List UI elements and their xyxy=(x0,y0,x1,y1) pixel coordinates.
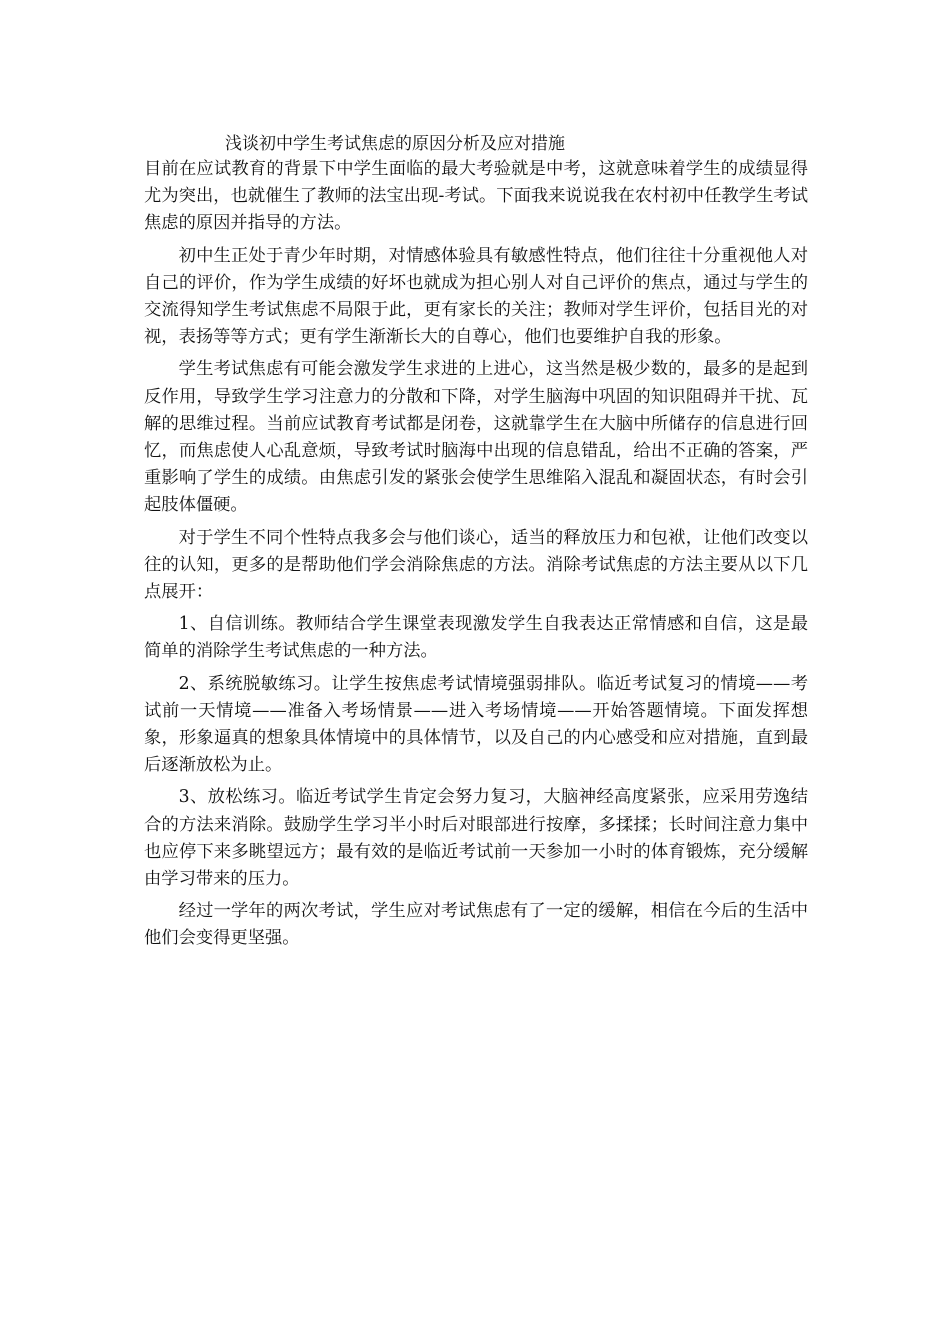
document-body xyxy=(144,126,808,958)
paragraph-method-2: 2、系统脱敏练习。让学生按焦虑考试情境强弱排队。临近考试复习的情境——考试前一天情境——准备入考场情景——进入考场情境——开始答题情境。下面发挥想象，形象逼真的想象具体情境中的具体情节，以及自己的内心感受和应对措施，直到最后逐渐放松为止。 xyxy=(144,673,808,776)
paragraph-methods-intro: 对于学生不同个性特点我多会与他们谈心，适当的释放压力和包袱，让他们改变以往的认知，更多的是帮助他们学会消除焦虑的方法。消除考试焦虑的方法主要从以下几点展开： xyxy=(144,527,808,603)
paragraph-causes: 初中生正处于青少年时期，对情感体验具有敏感性特点，他们往往十分重视他人对自己的评价，作为学生成绩的好坏也就成为担心别人对自己评价的焦点，通过与学生的交流得知学生考试焦虑不局限于此，更有家长的关注；教师对学生评价，包括目光的对视，表扬等等方式；更有学生渐渐长大的自尊心，他们也要维护自我的形象。 xyxy=(144,245,808,348)
paragraph-effects: 学生考试焦虑有可能会激发学生求进的上进心，这当然是极少数的，最多的是起到反作用，导致学生学习注意力的分散和下降，对学生脑海中巩固的知识阻碍并干扰、瓦解的思维过程。当前应试教育考试都是闭卷，这就靠学生在大脑中所储存的信息进行回忆，而焦虑使人心乱意烦，导致考试时脑海中出现的信息错乱，给出不正确的答案，严重影响了学生的成绩。由焦虑引发的紧张会使学生思维陷入混乱和凝固状态，有时会引起肢体僵硬。 xyxy=(144,359,808,516)
paragraph-intro: 目前在应试教育的背景下中学生面临的最大考验就是中考，这就意味着学生的成绩显得尤为突出，也就催生了教师的法宝出现-考试。下面我来说说我在农村初中任教学生考试焦虑的原因并指导的方法。 xyxy=(144,159,808,234)
paragraph-method-1: 1、自信训练。教师结合学生课堂表现激发学生自我表达正常情感和自信，这是最简单的消除学生考试焦虑的一种方法。 xyxy=(144,614,808,662)
paragraph-method-3: 3、放松练习。临近考试学生肯定会努力复习，大脑神经高度紧张，应采用劳逸结合的方法来消除。鼓励学生学习半小时后对眼部进行按摩，多揉揉；长时间注意力集中也应停下来多眺望远方；最有效的是临近考试前一天参加一小时的体育锻炼，充分缓解由学习带来的压力。 xyxy=(144,787,808,890)
document-title: 浅谈初中学生考试焦虑的原因分析及应对措施 xyxy=(225,134,565,154)
paragraph-conclusion: 经过一学年的两次考试，学生应对考试焦虑有了一定的缓解，相信在今后的生活中他们会变得更坚强。 xyxy=(144,901,808,949)
